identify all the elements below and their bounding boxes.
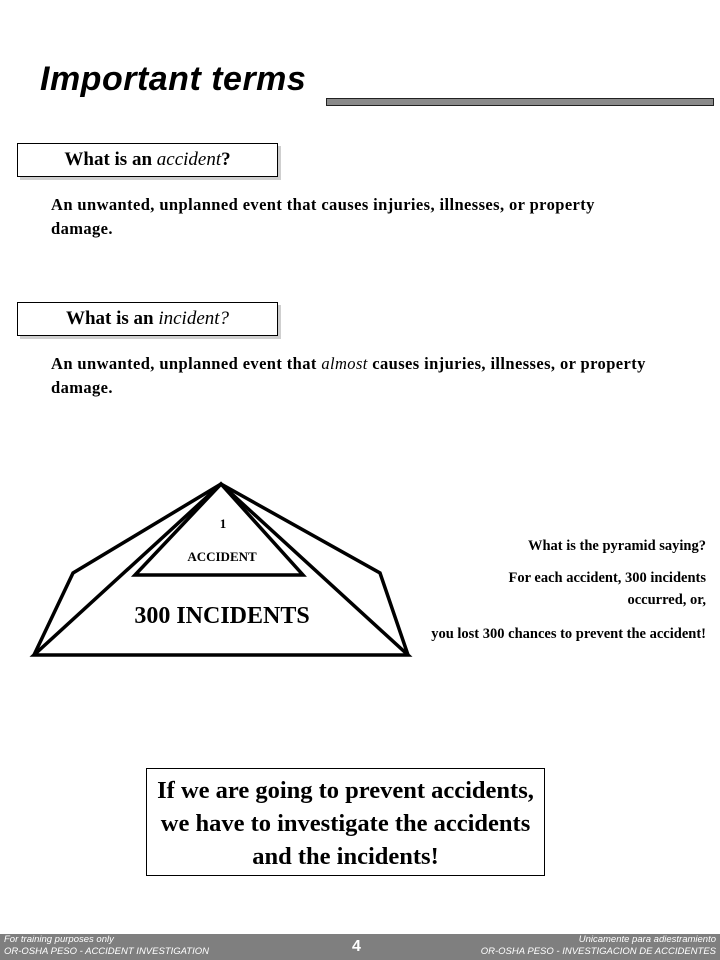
footer-left-line-2: OR-OSHA PESO - ACCIDENT INVESTIGATION — [4, 946, 209, 957]
incident-definition-before: An unwanted, unplanned event that — [51, 354, 322, 373]
incident-definition — [51, 352, 691, 400]
pyramid-point-2: you lost 300 chances to prevent the accident! — [431, 626, 706, 642]
accident-question-suffix: ? — [221, 149, 231, 170]
footer-right-line-1: Unicamente para adiestramiento — [578, 934, 716, 945]
pyramid-top-number: 1 — [219, 516, 227, 531]
footer-left — [4, 934, 209, 958]
pyramid-question: What is the pyramid saying? — [527, 538, 706, 554]
incident-question-prefix: What is an — [65, 308, 159, 329]
footer-right-line-2: OR-OSHA PESO - INVESTIGACION DE ACCIDENTES — [480, 946, 716, 957]
accident-definition: An unwanted, unplanned event that causes injuries, illnesses, or property damage. — [51, 195, 595, 238]
accident-question-prefix: What is an — [64, 149, 157, 170]
page-title: Important terms — [40, 60, 307, 98]
incident-definition-emphasis: almost — [321, 354, 368, 373]
pyramid-point-1: For each accident, 300 incidents occurred, or, — [508, 570, 706, 608]
title-underline-bar — [326, 98, 714, 106]
pyramid-bottom-label: 300 INCIDENTS — [134, 603, 310, 629]
incident-definition-after: causes injuries, illnesses, or property damage. — [51, 354, 646, 397]
footer-bar — [0, 934, 720, 960]
pyramid-top-label: ACCIDENT — [187, 549, 257, 564]
conclusion-callout: If we are going to prevent accidents, we have to investigate the accidents and the incidents! — [146, 768, 545, 876]
page-number: 4 — [352, 938, 361, 955]
accident-incident-pyramid — [28, 480, 418, 664]
accident-question-box — [17, 143, 278, 177]
incident-question-term: incident? — [158, 308, 230, 329]
footer-right — [481, 934, 716, 958]
incident-question-box — [17, 302, 278, 336]
accident-question-term: accident — [156, 149, 222, 170]
footer-left-line-1: For training purposes only — [4, 934, 114, 945]
